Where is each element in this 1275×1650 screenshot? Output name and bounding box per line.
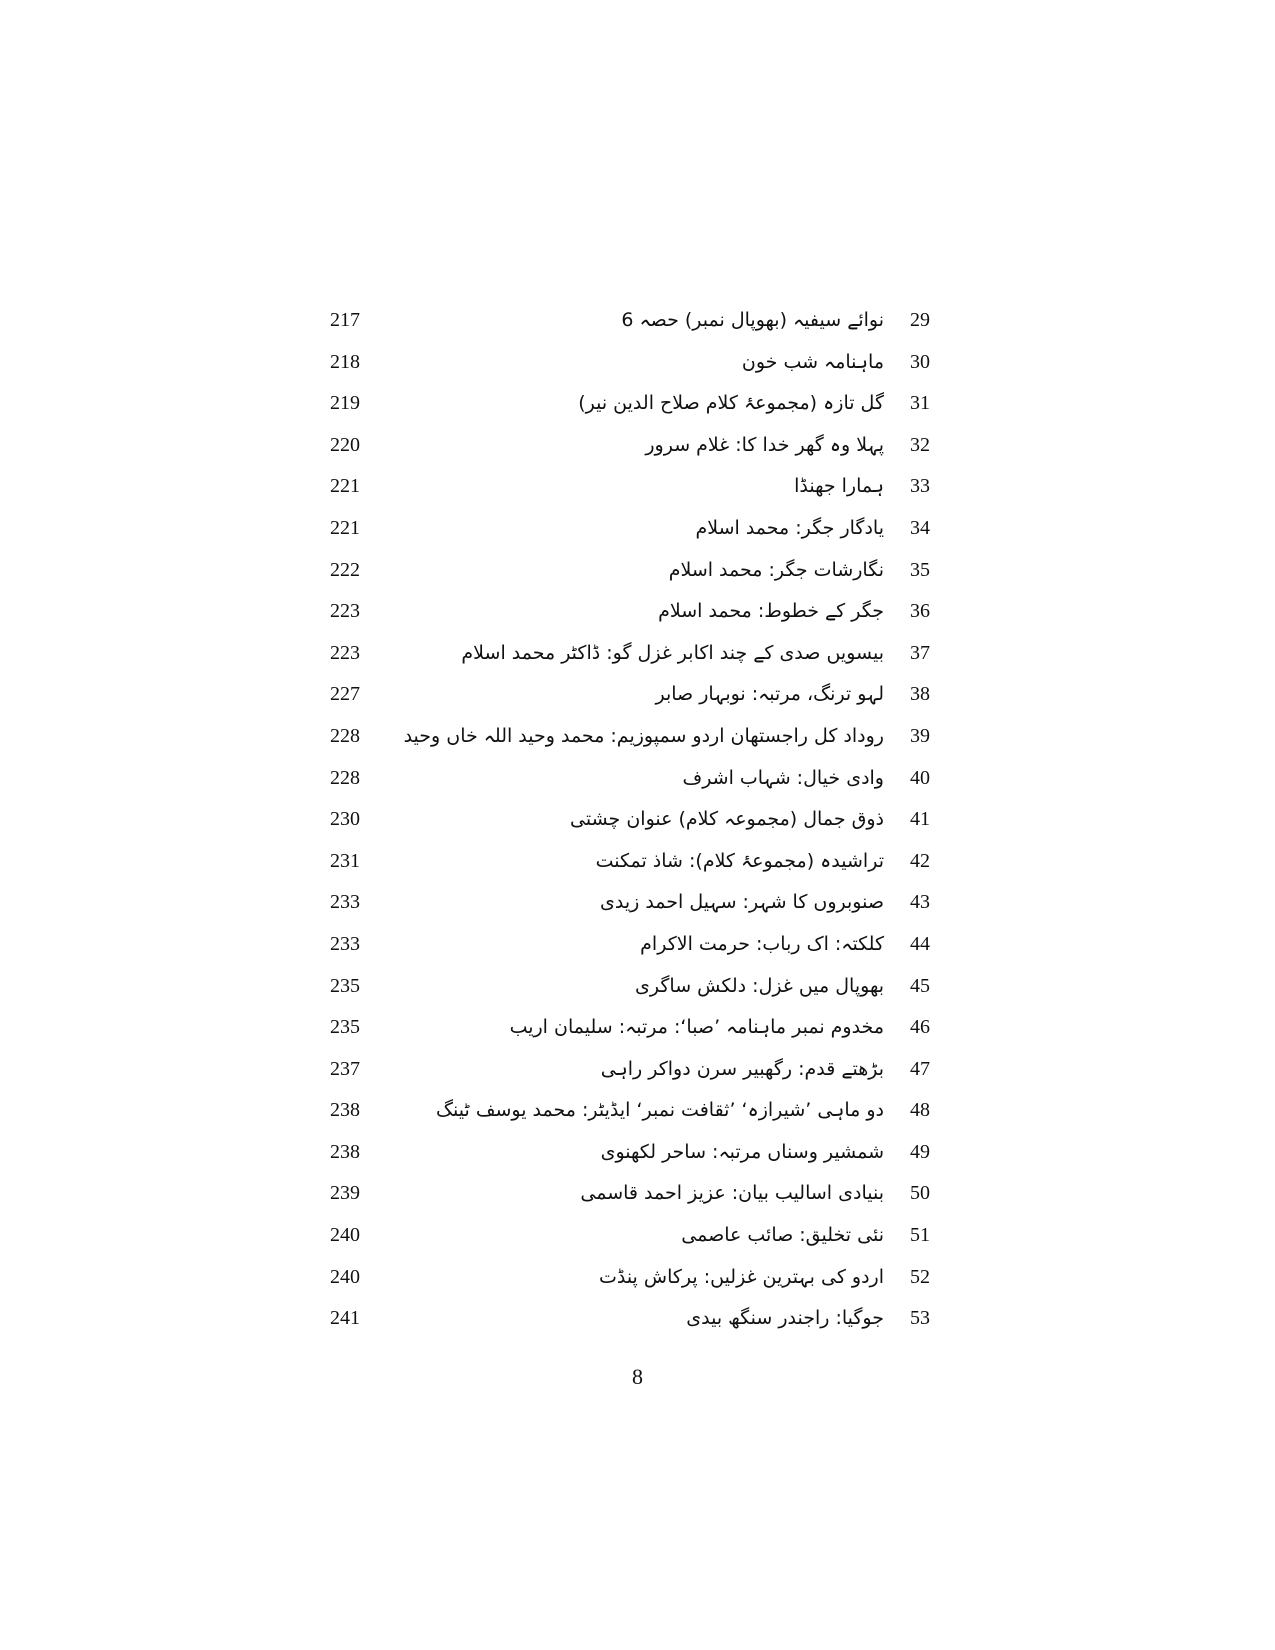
toc-entry [330,1173,930,1215]
toc-entry [330,841,930,883]
toc-entry-number: 42 [910,849,930,872]
toc-entry-title: جگر کے خطوط: محمد اسلام [658,600,884,623]
toc-entry [330,924,930,966]
toc-entry [330,550,930,592]
toc-entry-title: نئی تخلیق: صائب عاصمی [681,1224,884,1247]
toc-entry [330,466,930,508]
toc-entry-number: 46 [910,1016,930,1039]
toc-entry-page: 217 [330,309,360,331]
toc-entry [330,1257,930,1299]
toc-entry-page: 228 [330,766,360,789]
toc-entry-number: 45 [910,974,930,997]
toc-entry-page: 218 [330,350,360,373]
toc-entry-title: تراشیدہ (مجموعۂ کلام): شاذ تمکنت [595,849,884,872]
toc-entry [330,383,930,425]
page-number: 8 [632,1364,643,1389]
toc-entry-number: 52 [910,1265,930,1288]
table-of-contents [330,300,930,1340]
toc-entry-page: 240 [330,1265,360,1288]
toc-entry-title: یادگار جگر: محمد اسلام [695,516,884,539]
toc-entry-page: 227 [330,683,360,706]
toc-entry [330,508,930,550]
toc-entry [330,1007,930,1049]
toc-entry-number: 38 [910,683,930,706]
toc-entry-page: 237 [330,1057,360,1080]
toc-entry [330,1049,930,1091]
toc-entry-title: شمشیر وسناں مرتبہ: ساحر لکھنوی [600,1140,884,1163]
toc-entry-page: 221 [330,516,360,539]
toc-entry-title: لہو ترنگ، مرتبہ: نوبہار صابر [655,683,884,706]
toc-entry-page: 238 [330,1099,360,1122]
toc-entry-page: 221 [330,475,360,498]
toc-entry-title: جوگیا: راجندر سنگھ بیدی [686,1307,884,1330]
toc-entry-number: 47 [910,1057,930,1080]
toc-entry-number: 29 [910,309,930,331]
toc-entry-number: 39 [910,724,930,747]
toc-entry [330,882,930,924]
toc-entry-page: 241 [330,1307,360,1330]
toc-entry [330,674,930,716]
toc-entry-number: 30 [910,350,930,373]
toc-entry [330,1132,930,1174]
toc-entry [330,591,930,633]
toc-entry-title: صنوبروں کا شہر: سہیل احمد زیدی [599,891,884,914]
toc-entry-title: بنیادی اسالیب بیان: عزیز احمد قاسمی [580,1182,884,1205]
toc-entry-number: 37 [910,641,930,664]
toc-entry-title: بڑھتے قدم: رگھبیر سرن دواکر راہی [600,1057,884,1080]
toc-entry-page: 238 [330,1140,360,1163]
toc-entry-title: ذوق جمال (مجموعہ کلام) عنوان چشتی [570,808,884,831]
toc-entry-title: بیسویں صدی کے چند اکابر غزل گو: ڈاکٹر محمد اسلام [461,641,884,664]
toc-entry-number: 49 [910,1140,930,1163]
toc-entry-number: 32 [910,433,930,456]
toc-entry-page: 219 [330,392,360,415]
toc-entry [330,758,930,800]
toc-entry-page: 220 [330,433,360,456]
toc-entry-number: 48 [910,1099,930,1122]
toc-entry [330,1090,930,1132]
toc-entry-number: 53 [910,1307,930,1330]
toc-entry-title: مخدوم نمبر ماہنامہ ’صبا‘: مرتبہ: سلیمان اریب [509,1016,884,1039]
toc-entry-number: 31 [910,392,930,415]
toc-entry-page: 240 [330,1224,360,1247]
toc-entry [330,799,930,841]
toc-entry [330,633,930,675]
toc-entry-number: 36 [910,600,930,623]
toc-entry-page: 231 [330,849,360,872]
toc-entry-page: 235 [330,1016,360,1039]
toc-entry-number: 50 [910,1182,930,1205]
toc-entry-number: 41 [910,808,930,831]
toc-entry-number: 35 [910,558,930,581]
toc-entry-number: 51 [910,1224,930,1247]
toc-entry-page: 228 [330,724,360,747]
toc-entry-number: 43 [910,891,930,914]
toc-entry-title: ماہنامہ شب خون [741,350,884,373]
toc-entry-title: نوائے سیفیہ (بھوپال نمبر) حصہ 6 [621,309,884,331]
toc-entry [330,425,930,467]
toc-entry-title: ہمارا جھنڈا [794,475,884,498]
toc-entry-page: 223 [330,600,360,623]
toc-entry [330,1215,930,1257]
toc-entry-number: 40 [910,766,930,789]
toc-entry [330,966,930,1008]
toc-entry [330,716,930,758]
toc-entry-page: 233 [330,891,360,914]
toc-entry-title: نگارشات جگر: محمد اسلام [668,558,884,581]
toc-entry-title: بھوپال میں غزل: دلکش ساگری [635,974,884,997]
toc-entry-page: 230 [330,808,360,831]
toc-entry-title: کلکتہ: اک رباب: حرمت الاکرام [640,932,884,955]
toc-entry-number: 44 [910,932,930,955]
toc-entry-title: گل تازہ (مجموعۂ کلام صلاح الدین نیر) [578,392,884,415]
toc-entry-page: 222 [330,558,360,581]
toc-entry-number: 33 [910,475,930,498]
toc-entry-page: 233 [330,932,360,955]
toc-entry-page: 223 [330,641,360,664]
toc-entry-page: 239 [330,1182,360,1205]
toc-entry [330,1298,930,1340]
toc-entry-title: دو ماہی ’شیرازہ‘ ’ثقافت نمبر‘ ایڈیٹر: محمد یوسف ٹینگ [436,1099,884,1122]
toc-entry [330,342,930,384]
toc-entry [330,300,930,342]
toc-entry-title: پہلا وہ گھر خدا کا: غلام سرور [645,433,884,456]
toc-entry-title: اردو کی بہترین غزلیں: پرکاش پنڈت [598,1265,884,1288]
toc-entry-page: 235 [330,974,360,997]
toc-entry-number: 34 [910,516,930,539]
toc-entry-title: روداد کل راجستھان اردو سمپوزیم: محمد وحید اللہ خاں وحید [403,724,884,747]
toc-entry-title: وادی خیال: شہاب اشرف [682,766,884,789]
